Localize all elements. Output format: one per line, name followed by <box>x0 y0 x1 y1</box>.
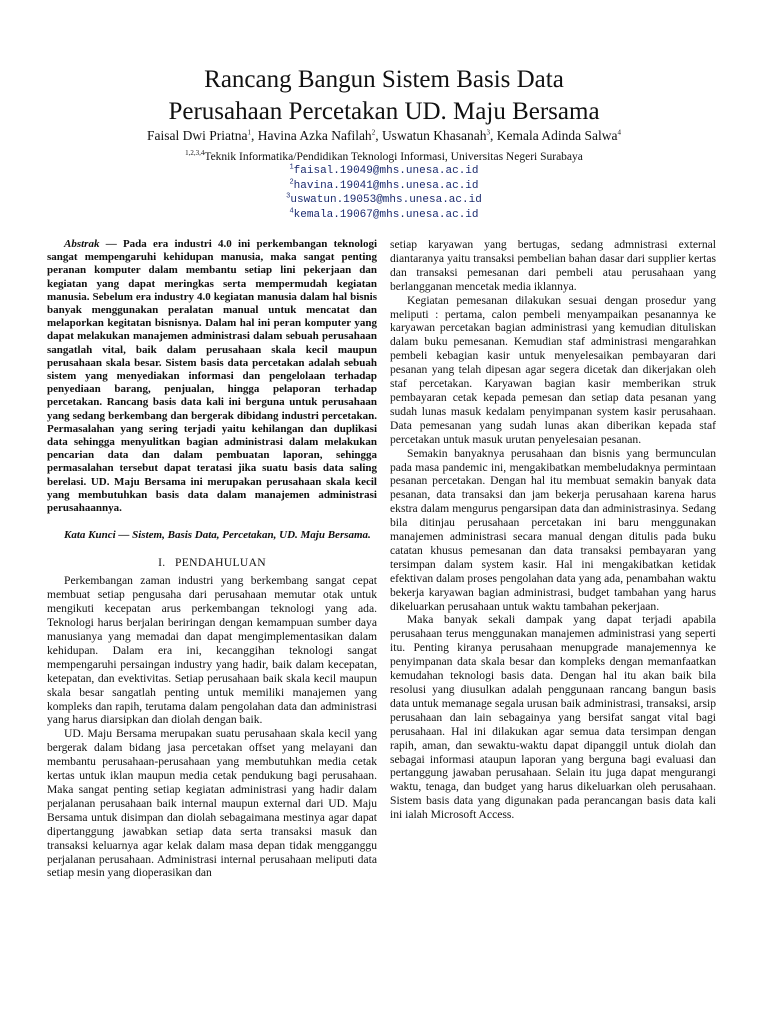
email-address[interactable]: kemala.19067@mhs.unesa.ac.id <box>293 208 479 221</box>
email-address[interactable]: havina.19041@mhs.unesa.ac.id <box>293 179 479 192</box>
keywords: Kata Kunci — Sistem, Basis Data, Percetakan, UD. Maju Bersama. <box>64 529 371 542</box>
email-line[interactable] <box>0 179 768 194</box>
affiliation-text: Teknik Informatika/Pendidikan Teknologi Informasi, Universitas Negeri Surabaya <box>204 151 583 163</box>
body-paragraph: Kegiatan pemesanan dilakukan sesuai dengan prosedur yang meliputi : pertama, calon pembeli menyampaikan pesanannya ke karyawan percetakan bagian administrasi yang kemudian dituliskan dalam buku pemesanan. Kemudian staf administrasi mengarahkan pembeli kebagian kasir untuk menyelesaikan pembayaran dari pesanan yang telah dipesan agar segera dicetak dan dikerjakan oleh staf percetakan. Karyawan bagian kasir memberikan struk pembayaran cetak kepada pemesan dan setiap data pesanan yang sudah lunas masuk kedalam penyimpanan system kasir perusahaan. Data pemesanan yang sudah lunas akan diberikan kepada staf percetakan untuk masuk urutan penyelesaian pesanan. <box>390 293 716 446</box>
abstract-dash: — <box>99 238 123 250</box>
email-list <box>0 164 768 222</box>
abstract-label: Abstrak <box>64 238 100 250</box>
body-paragraph: Perkembangan zaman industri yang berkembang sangat cepat membuat setiap pengusaha dari perusahaan memutar otak untuk mengikuti kecepatan arus perkembangan teknologi yang ada. Teknologi harus berjalan beriringan dengan kemampuan sumber daya manusianya yang memadai dan dapat mengimplementasikan dalam kehidupan. Dalam era ini, kecanggihan teknologi sangat mempengaruhi persaingan industry yang hadir, baik dalam kecepatan, ketepatan, dan evektivitas. Setiap perusahaan baik skala kecil maupun skala besar sangatlah penting untuk memiliki manajemen yang kompleks dan rapih, terutama dalam pengolahan data dan administrasi yang harus diarsipkan dan diolah dengan baik. <box>47 574 377 727</box>
author-mark: 3 <box>486 128 491 137</box>
section-number: I. <box>158 556 166 570</box>
section-title: PENDAHULUAN <box>175 556 266 570</box>
author-name: Faisal Dwi Priatna <box>146 128 248 143</box>
title-line-1: Rancang Bangun Sistem Basis Data <box>204 66 564 93</box>
body-paragraph: UD. Maju Bersama merupakan suatu perusahaan skala kecil yang bergerak dalam bidang jasa percetakan offset yang melayani dan membantu perusahaan-perusahaan yang membutuhkan media cetak kertas untuk iklan maupun media cetak pendukung bagi perusahaan. Maka sangat penting setiap kegiatan administrasi yang hadir dalam perjalanan perusahaan baik internal maupun external dari UD. Maju Bersama untuk disimpan dan diolah sebagaimana mestinya agar dapat dipertanggung jawabkan setiap data serta transaksi masuk dan transaksi keluarnya agar kelak dalam masa depan tidak mengganggu perjalanan perusahaan. Administrasi internal perusahaan meliputi data setiap mesin yang dioperasikan dan <box>47 727 377 880</box>
author-mark: 4 <box>617 128 622 137</box>
section-heading <box>47 556 377 570</box>
body-paragraph: setiap karyawan yang bertugas, sedang admnistrasi external diantaranya yaitu transaksi pembelian bahan dasar dari supplier kertas dan transaksi pemesanan dari pembeli atau perusahaan yang berlangganan mencetak media iklannya. <box>390 238 716 293</box>
email-mark: 3 <box>286 192 291 201</box>
author-list: Faisal Dwi Priatna$^1$, Havina Azka Nafilah$^2$, Uswatun Khasanah$^3$, Kemala Adinda Salwa$^4$ <box>146 128 622 143</box>
affiliation-marks: 1,2,3,4 <box>185 149 205 158</box>
abstract <box>47 238 377 515</box>
abstract-text: Pada era industri 4.0 ini perkembangan teknologi sangat mempengaruhi kehidupan manusia, maka sangat penting peranan komputer dalam membantu setiap lini pekerjaan dan kegiatan yang dapat meringkas serta mempermudah kegiatan manusia. Sebelum era industry 4.0 kegiatan manusia dalam hal bisnis banyak menggunakan peralatan manual untuk mencatat dan melaporkan kegitatan bisnisnya. Dalam hal ini peran komputer yang dapat melakukan manajemen administrasi dalam sebuah perusahaan sangatlah vital, baik dalam perusahaan skala kecil maupun perusahaan skala besar. Sistem basis data percetakan adalah sebuah sistem yang menyediakan informasi dan pengelolaan terhadap penyediaan barang, penjualan, hingga pelaporan terhadap percetakan. Rancang basis data kali ini berguna untuk perusahaan yang sedang berkembang dan bergerak dibidang industri percetakan. Permasalahan yang sering terjadi yaitu kehilangan dan duplikasi data sehingga menyulitkan bagian administrasi dalam melakukan pencarian data dan dalam pembuatan laporan, sehingga permasalahan tersebut dapat teratasi jika suatu basis data saling berelasi. UD. Maju Bersama ini merupakan perusahaan skala kecil yang membutuhkan basis data dalam manajemen administrasi perusahaannya. <box>47 238 377 515</box>
body-paragraph: Maka banyak sekali dampak yang dapat terjadi apabila perusahaan terus menggunakan manajemen administrasi yang seperti itu. Penting kiranya perusahaan menupgrade manajemennya ke penyimpanan data skala besar dan kompleks dengan memanfaatkan kemudahan teknologi basis data. Dengan hal itu akan baik bila resolusi yang diusulkan adalah penggunaan rancang bangun basis data untuk memanage segala urusan baik administrasi, transaksi, arsip perusahaan dan lain sebagainya yang bersifat sangat vital bagi perusahaan. Hal ini dilakukan agar semua data tersimpan dengan rapih, aman, dan sewaktu-waktu dapat dipanggil untuk diolah dan sebagai informasi ataupun laporan yang berguna bagi evaluasi dan pertanggung jawaban perusahaan. Selain itu juga dapat mengurangi waktu, tenaga, dan budget yang harus dikeluarkan oleh perusahaan. Sistem basis data yang digunakan pada perancangan basis data kali ini ialah Microsoft Access. <box>390 613 716 822</box>
author-name: Kemala Adinda Salwa <box>496 128 618 143</box>
email-address[interactable]: faisal.19049@mhs.unesa.ac.id <box>293 165 479 177</box>
paper-title <box>0 64 768 128</box>
email-mark: 2 <box>289 177 294 186</box>
affiliation <box>0 150 768 165</box>
email-mark: 1 <box>289 163 294 172</box>
email-line[interactable] <box>0 164 768 179</box>
email-address[interactable]: uswatun.19053@mhs.unesa.ac.id <box>290 194 482 206</box>
author-name: Uswatun Khasanah <box>381 128 487 143</box>
author-mark: 1 <box>247 128 251 137</box>
author-mark: 2 <box>371 128 376 137</box>
email-line[interactable] <box>0 208 768 223</box>
author-name: Havina Azka Nafilah <box>257 128 372 143</box>
right-column <box>390 238 716 822</box>
left-column <box>47 238 377 880</box>
title-line-2: Perusahaan Percetakan UD. Maju Bersama <box>168 98 600 125</box>
email-line[interactable] <box>0 193 768 208</box>
email-mark: 4 <box>289 206 294 215</box>
body-paragraph: Semakin banyaknya perusahaan dan bisnis yang bermunculan pada masa pandemic ini, mengakibatkan membeludaknya permintaan pesanan percetakan. Dengan hal itu membuat semakin banyak data pesanan, data transaksi dan jam bekerja perusahaan karena harus ekstra dalam mengurus pengarsipan data dan administrasinya. Sedang bila ditinjau perusahaan percetakan ini baru menggunakan manajemen administrasi secara manual dengan ditulis pada buku catatan khusus pemesanan dan data transaksi pembayaran yang tersimpan dalam system kasir. Hal ini mengakibatkan ketidak efektivan dalam proses pengolahan data yang ada, penambahan waktu bekerja karyawan bagian administrasi, budget tambahan yang harus dikeluarkan perusahaan untuk waktu tambahan pekerjaan. <box>390 446 716 613</box>
